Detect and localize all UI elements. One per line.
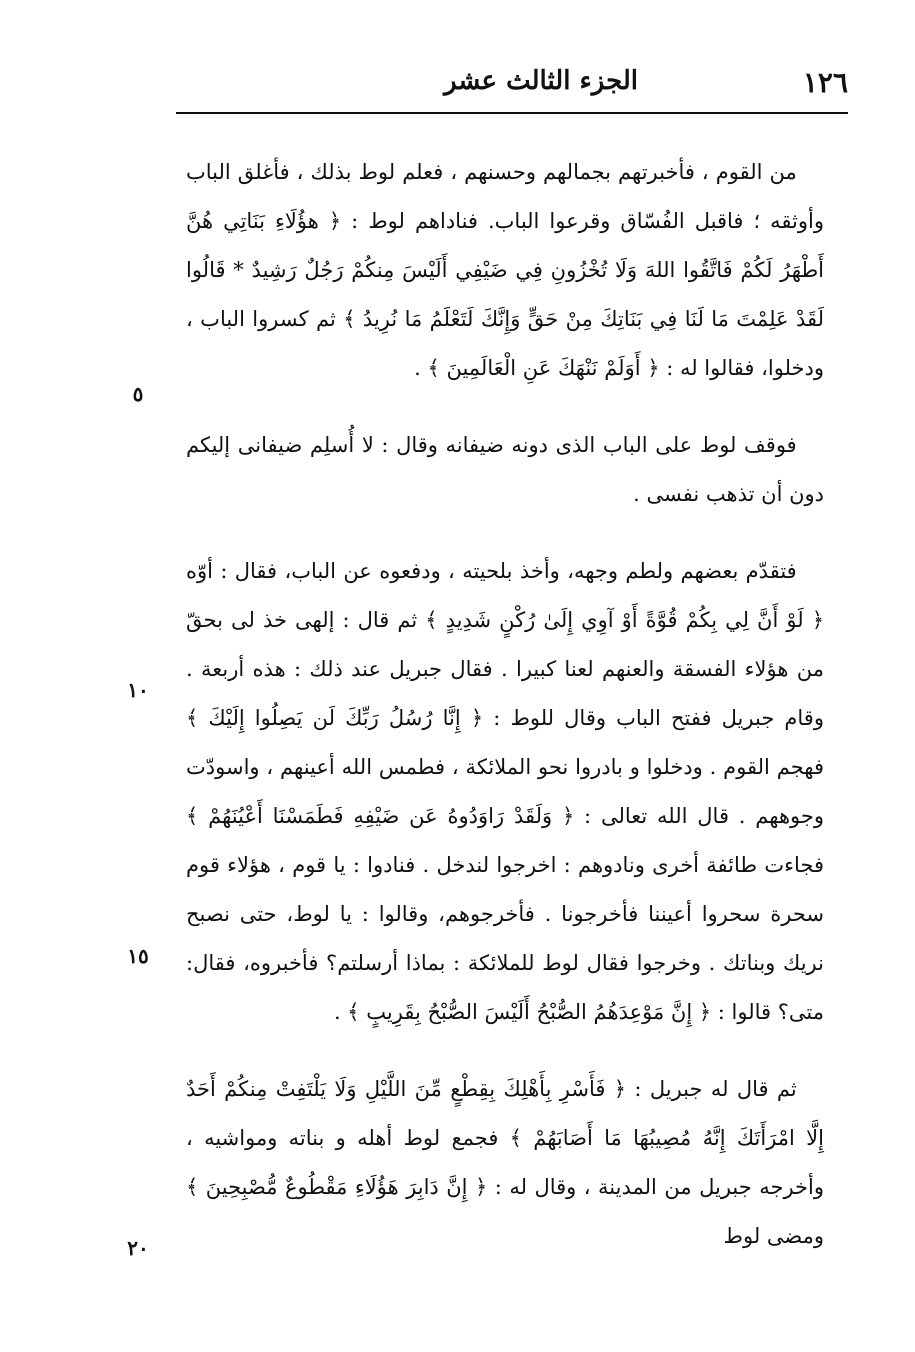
line-number-5: ٥	[132, 382, 144, 406]
line-number-10: ١٠	[127, 678, 149, 702]
header-rule	[176, 112, 848, 114]
page-number: ١٢٦	[802, 66, 848, 99]
paragraph-1: من القوم ، فأخبرتهم بجمالهم وحسنهم ، فعلم لوط بذلك ، فأغلق الباب وأوثقه ؛ فاقبل الفُسّاق وقرعوا الباب. فناداهم لوط : ﴿ هؤُلَاءِ بَنَاتِي هُنَّ أَطْهَرُ لَكُمْ فَاتَّقُوا اللهَ وَلَا تُخْزُونِ فِي ضَيْفِي أَلَيْسَ مِنكُمْ رَجُلٌ رَشِيدٌ * قَالُوا لَقَدْ عَلِمْتَ مَا لَنَا فِي بَنَاتِكَ مِنْ حَقٍّ وَإِنَّكَ لَتَعْلَمُ مَا نُرِيدُ ﴾ ثم كسروا الباب ، ودخلوا، فقالوا له : ﴿ أَوَلَمْ نَنْهَكَ عَنِ الْعَالَمِينَ ﴾ .	[186, 160, 824, 380]
line-number-15: ١٥	[127, 944, 149, 968]
paragraph-3: فتقدّم بعضهم ولطم وجهه، وأخذ بلحيته ، ودفعوه عن الباب، فقال : أوّه ﴿ لَوْ أَنَّ لِي بِكُمْ قُوَّةً أَوْ آوِي إِلَىٰ رُكْنٍ شَدِيدٍ ﴾ ثم قال : إلهى خذ لى بحقّ من هؤلاء الفسقة والعنهم لعنا كبيرا . فقال جبريل عند ذلك : هذه أربعة . وقام جبريل ففتح الباب وقال للوط : ﴿ إِنَّا رُسُلُ رَبِّكَ لَن يَصِلُوا إِلَيْكَ ﴾ فهجم القوم . ودخلوا و بادروا نحو الملائكة ، فطمس الله أعينهم ، واسودّت وجوههم . قال الله تعالى : ﴿ وَلَقَدْ رَاوَدُوهُ عَن ضَيْفِهِ فَطَمَسْنَا أَعْيُنَهُمْ ﴾ فجاءت طائفة أخرى ونادوهم : اخرجوا لندخل . فنادوا : يا قوم ، هؤلاء قوم سحرة سحروا أعيننا فأخرجونا . فأخرجوهم، وقالوا : يا لوط، حتى نصبح نريك وبناتك . وخرجوا فقال لوط للملائكة : بماذا أرسلتم؟ فأخبروه، فقال: متى؟ قالوا : ﴿ إِنَّ مَوْعِدَهُمُ الصُّبْحُ أَلَيْسَ الصُّبْحُ بِقَرِيبٍ ﴾ .	[186, 559, 824, 1024]
paragraph-4: ثم قال له جبريل : ﴿ فَأَسْرِ بِأَهْلِكَ بِقِطْعٍ مِّنَ اللَّيْلِ وَلَا يَلْتَفِتْ مِنكُمْ أَحَدٌ إِلَّا امْرَأَتَكَ إِنَّهُ مُصِيبُهَا مَا أَصَابَهُمْ ﴾ فجمع لوط أهله و بناته ومواشيه ، وأخرجه جبريل من المدينة ، وقال له : ﴿ إِنَّ دَابِرَ هَؤُلَاءِ مَقْطُوعٌ مُّصْبِحِينَ ﴾ ومضى لوط	[186, 1077, 824, 1248]
page-header	[176, 52, 848, 114]
line-number-20: ٢٠	[127, 1236, 149, 1260]
body-text	[186, 148, 824, 1261]
running-title: الجزء الثالث عشر	[443, 66, 638, 96]
paragraph-2: فوقف لوط على الباب الذى دونه ضيفانه وقال : لا أُسلِم ضيفانى إليكم دون أن تذهب نفسى .	[186, 433, 824, 506]
